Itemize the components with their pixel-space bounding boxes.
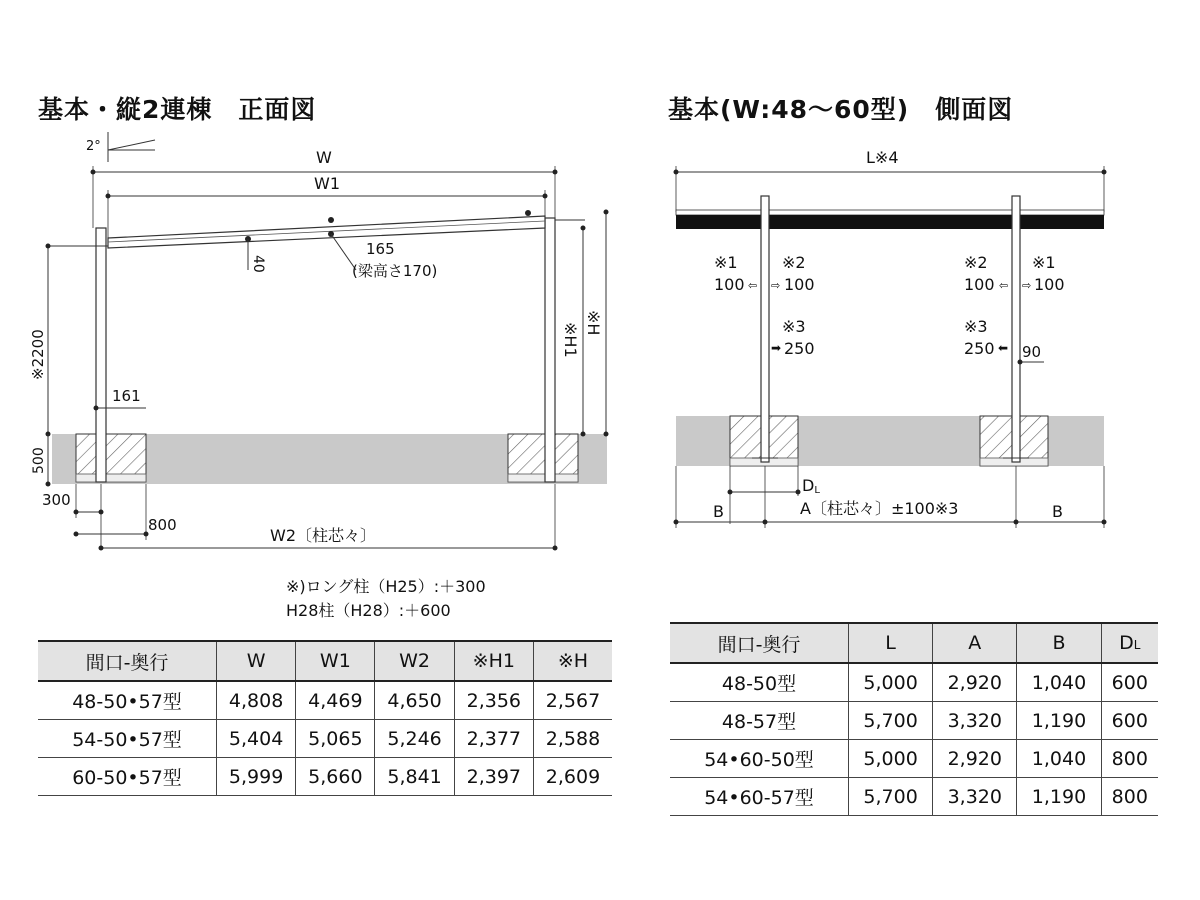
table-cell: 5,000 (849, 740, 933, 778)
dim-165: 165 (366, 240, 395, 258)
dim-w: W (316, 148, 332, 167)
dim-100-left-b: 100 (784, 275, 815, 294)
th-w: W (217, 641, 296, 681)
svg-text:⇨: ⇨ (771, 279, 781, 292)
note-1-left: ※1 (714, 253, 738, 272)
dim-250-left: 250 (784, 339, 815, 358)
table-cell: 600 (1101, 663, 1158, 702)
table-row (38, 758, 612, 796)
dim-2200: ※2200 (29, 329, 47, 380)
table-cell: 2,567 (533, 681, 612, 720)
note-long-post: ※)ロング柱（H25）:＋300 (286, 577, 486, 596)
side-view-title: 基本(W:48〜60型) 側面図 (668, 95, 1014, 124)
dim-90: 90 (1022, 343, 1042, 361)
table-cell: 1,040 (1017, 663, 1101, 702)
th-dl: DL (1101, 623, 1158, 663)
note-1-right: ※1 (1032, 253, 1056, 272)
th-w2: W2 (375, 641, 454, 681)
dim-b-right: B (1052, 502, 1063, 521)
dim-100-right-a: 100 (964, 275, 995, 294)
table-cell: 48-50•57型 (38, 681, 217, 720)
table-cell: 5,065 (296, 720, 375, 758)
dim-h1: ※H1 (561, 322, 580, 358)
svg-text:➡: ➡ (771, 341, 782, 355)
table-cell: 3,320 (933, 778, 1017, 816)
svg-text:⬅: ⬅ (998, 341, 1009, 355)
table-cell: 5,404 (217, 720, 296, 758)
dim-w2: W2〔柱芯々〕 (270, 526, 377, 545)
roof-beam (108, 216, 545, 248)
dim-h: ※H (584, 310, 603, 336)
table-cell: 5,700 (849, 778, 933, 816)
table-cell: 2,920 (933, 663, 1017, 702)
post-right (545, 218, 555, 482)
table-cell: 54•60-50型 (670, 740, 849, 778)
dim-300: 300 (42, 491, 71, 509)
dim-b-left: B (713, 502, 724, 521)
note-2-right: ※2 (964, 253, 988, 272)
table-cell: 800 (1101, 778, 1158, 816)
table-cell: 60-50•57型 (38, 758, 217, 796)
dim-40: 40 (250, 255, 266, 273)
table-cell: 800 (1101, 740, 1158, 778)
table-cell: 3,320 (933, 702, 1017, 740)
th-b: B (1017, 623, 1101, 663)
th-h1: ※H1 (454, 641, 533, 681)
table-cell: 1,190 (1017, 778, 1101, 816)
table-cell: 4,469 (296, 681, 375, 720)
front-spec-table (38, 640, 612, 796)
table-row (38, 681, 612, 720)
side-view-diagram (620, 0, 1200, 560)
table-cell: 5,700 (849, 702, 933, 740)
front-view-title: 基本・縦2連棟 正面図 (38, 95, 317, 124)
angle-label: 2° (86, 139, 101, 154)
post-left (96, 228, 106, 482)
note-2-left: ※2 (782, 253, 806, 272)
table-cell: 2,356 (454, 681, 533, 720)
side-post-left (761, 196, 769, 462)
note-3-right: ※3 (964, 317, 988, 336)
table-row (38, 720, 612, 758)
svg-text:⇨: ⇨ (1022, 279, 1032, 292)
th-w1: W1 (296, 641, 375, 681)
side-spec-table (670, 622, 1158, 816)
th-frontage-depth: 間口-奥行 (670, 623, 849, 663)
table-cell: 1,190 (1017, 702, 1101, 740)
beam-height: (梁高さ170) (352, 262, 438, 280)
dim-800: 800 (148, 516, 177, 534)
note-h28-post: H28柱（H28）:＋600 (286, 601, 451, 620)
table-row (670, 702, 1158, 740)
side-roof (676, 215, 1104, 229)
table-cell: 600 (1101, 702, 1158, 740)
th-h: ※H (533, 641, 612, 681)
table-cell: 5,841 (375, 758, 454, 796)
th-frontage-depth: 間口-奥行 (38, 641, 217, 681)
table-cell: 5,000 (849, 663, 933, 702)
table-cell: 1,040 (1017, 740, 1101, 778)
dim-w1: W1 (314, 174, 340, 193)
table-cell: 48-57型 (670, 702, 849, 740)
table-cell: 2,609 (533, 758, 612, 796)
dim-100-left-a: 100 (714, 275, 745, 294)
svg-text:⇦: ⇦ (999, 279, 1009, 292)
table-cell: 48-50型 (670, 663, 849, 702)
dim-161: 161 (112, 387, 141, 405)
th-a: A (933, 623, 1017, 663)
table-cell: 5,999 (217, 758, 296, 796)
dim-a: A〔柱芯々〕±100※3 (800, 499, 959, 518)
table-row (670, 663, 1158, 702)
dim-l4: L※4 (866, 148, 899, 167)
table-cell: 54•60-57型 (670, 778, 849, 816)
note-3-left: ※3 (782, 317, 806, 336)
table-cell: 2,377 (454, 720, 533, 758)
side-post-right (1012, 196, 1020, 462)
table-cell: 4,650 (375, 681, 454, 720)
th-l: L (849, 623, 933, 663)
table-row (670, 778, 1158, 816)
svg-text:⇦: ⇦ (748, 279, 758, 292)
table-cell: 4,808 (217, 681, 296, 720)
dim-250-right: 250 (964, 339, 995, 358)
dim-dl: DL (802, 476, 820, 496)
front-view-diagram (0, 0, 620, 560)
table-header-row (38, 641, 612, 681)
table-cell: 2,397 (454, 758, 533, 796)
table-cell: 2,588 (533, 720, 612, 758)
table-row (670, 740, 1158, 778)
table-header-row (670, 623, 1158, 663)
table-cell: 5,246 (375, 720, 454, 758)
table-cell: 5,660 (296, 758, 375, 796)
dim-500: 500 (31, 447, 47, 474)
table-cell: 2,920 (933, 740, 1017, 778)
table-cell: 54-50•57型 (38, 720, 217, 758)
dim-100-right-b: 100 (1034, 275, 1065, 294)
